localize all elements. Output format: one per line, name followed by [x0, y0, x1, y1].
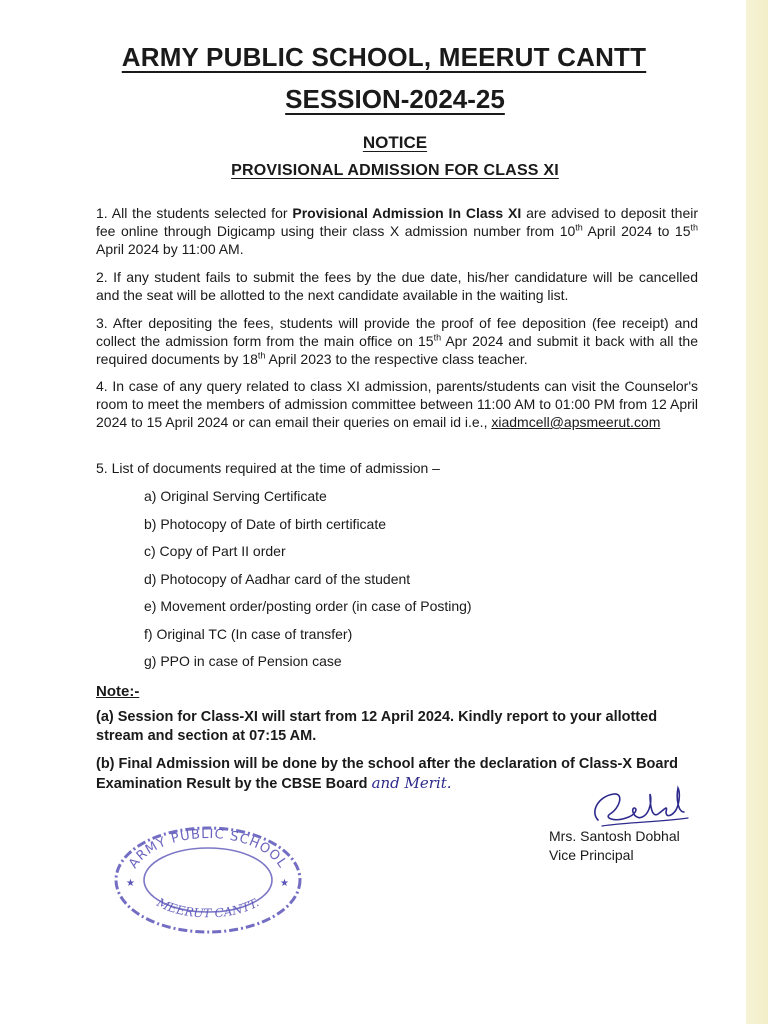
signatory-block: [549, 827, 680, 865]
list-item: f) Original TC (In case of transfer): [144, 625, 353, 642]
list-item: c) Copy of Part II order: [144, 543, 286, 559]
svg-text:★: ★: [280, 878, 289, 889]
point-5-intro: 5. List of documents required at the time of admission –: [96, 460, 440, 476]
documents-list: [144, 487, 472, 680]
signatory-designation: Vice Principal: [549, 847, 634, 863]
school-name-heading: ARMY PUBLIC SCHOOL, MEERUT CANTT: [121, 42, 647, 72]
svg-text:★: ★: [126, 878, 135, 889]
admission-email-link[interactable]: xiadmcell@apsmeerut.com: [491, 414, 661, 430]
point-3: 3. After depositing the fees, students will provide the proof of fee deposition (fee receipt) and collect the admission form from the main office on 15th Apr 2024 and submit it back with all the required documents by 18th April 2023 to the respective class teacher.: [96, 315, 698, 367]
list-item: e) Movement order/posting order (in case of Posting): [144, 598, 472, 614]
handwritten-addition: and Merit.: [371, 774, 452, 792]
svg-text:MEERUT CANTT.: MEERUT CANTT.: [154, 895, 262, 921]
notice-label: NOTICE: [362, 133, 428, 152]
point-1: 1. All the students selected for Provisional Admission In Class XI are advised to deposit their fee online through Digicamp using their class X admission number from 10th April 2024 to 15th April 2024 by 11:00 AM.: [96, 205, 699, 257]
list-item: g) PPO in case of Pension case: [144, 653, 342, 669]
note-b: (b) Final Admission will be done by the school after the declaration of Class-X Board Examination Result by the CBSE Board and Merit.: [96, 756, 678, 792]
list-item: b) Photocopy of Date of birth certificate: [144, 515, 387, 532]
notice-subject: PROVISIONAL ADMISSION FOR CLASS XI: [231, 162, 559, 179]
signatory-name: Mrs. Santosh Dobhal: [549, 828, 680, 844]
point-4: 4. In case of any query related to class XI admission, parents/students can visit the Counselor's room to meet the members of admission committee between 11:00 AM to 01:00 PM from 12 April 2024 to 15 April 2024 or can email their queries on email id i.e., xiadmcell@apsmeerut.com: [96, 378, 698, 430]
note-a: (a) Session for Class-XI will start from 12 April 2024. Kindly report to your allotted stream and section at 07:15 AM.: [96, 709, 658, 744]
point-2: 2. If any student fails to submit the fees by the due date, his/her candidature will be cancelled and the seat will be allotted to the next candidate available in the waiting list.: [96, 269, 698, 303]
session-heading: SESSION-2024-25: [285, 84, 505, 114]
note-heading: Note:-: [96, 683, 140, 700]
list-item: d) Photocopy of Aadhar card of the student: [144, 570, 411, 587]
school-stamp-icon: [110, 822, 306, 934]
svg-text:ARMY PUBLIC SCHOOL: ARMY PUBLIC SCHOOL: [126, 826, 290, 872]
list-item: a) Original Serving Certificate: [144, 488, 327, 504]
